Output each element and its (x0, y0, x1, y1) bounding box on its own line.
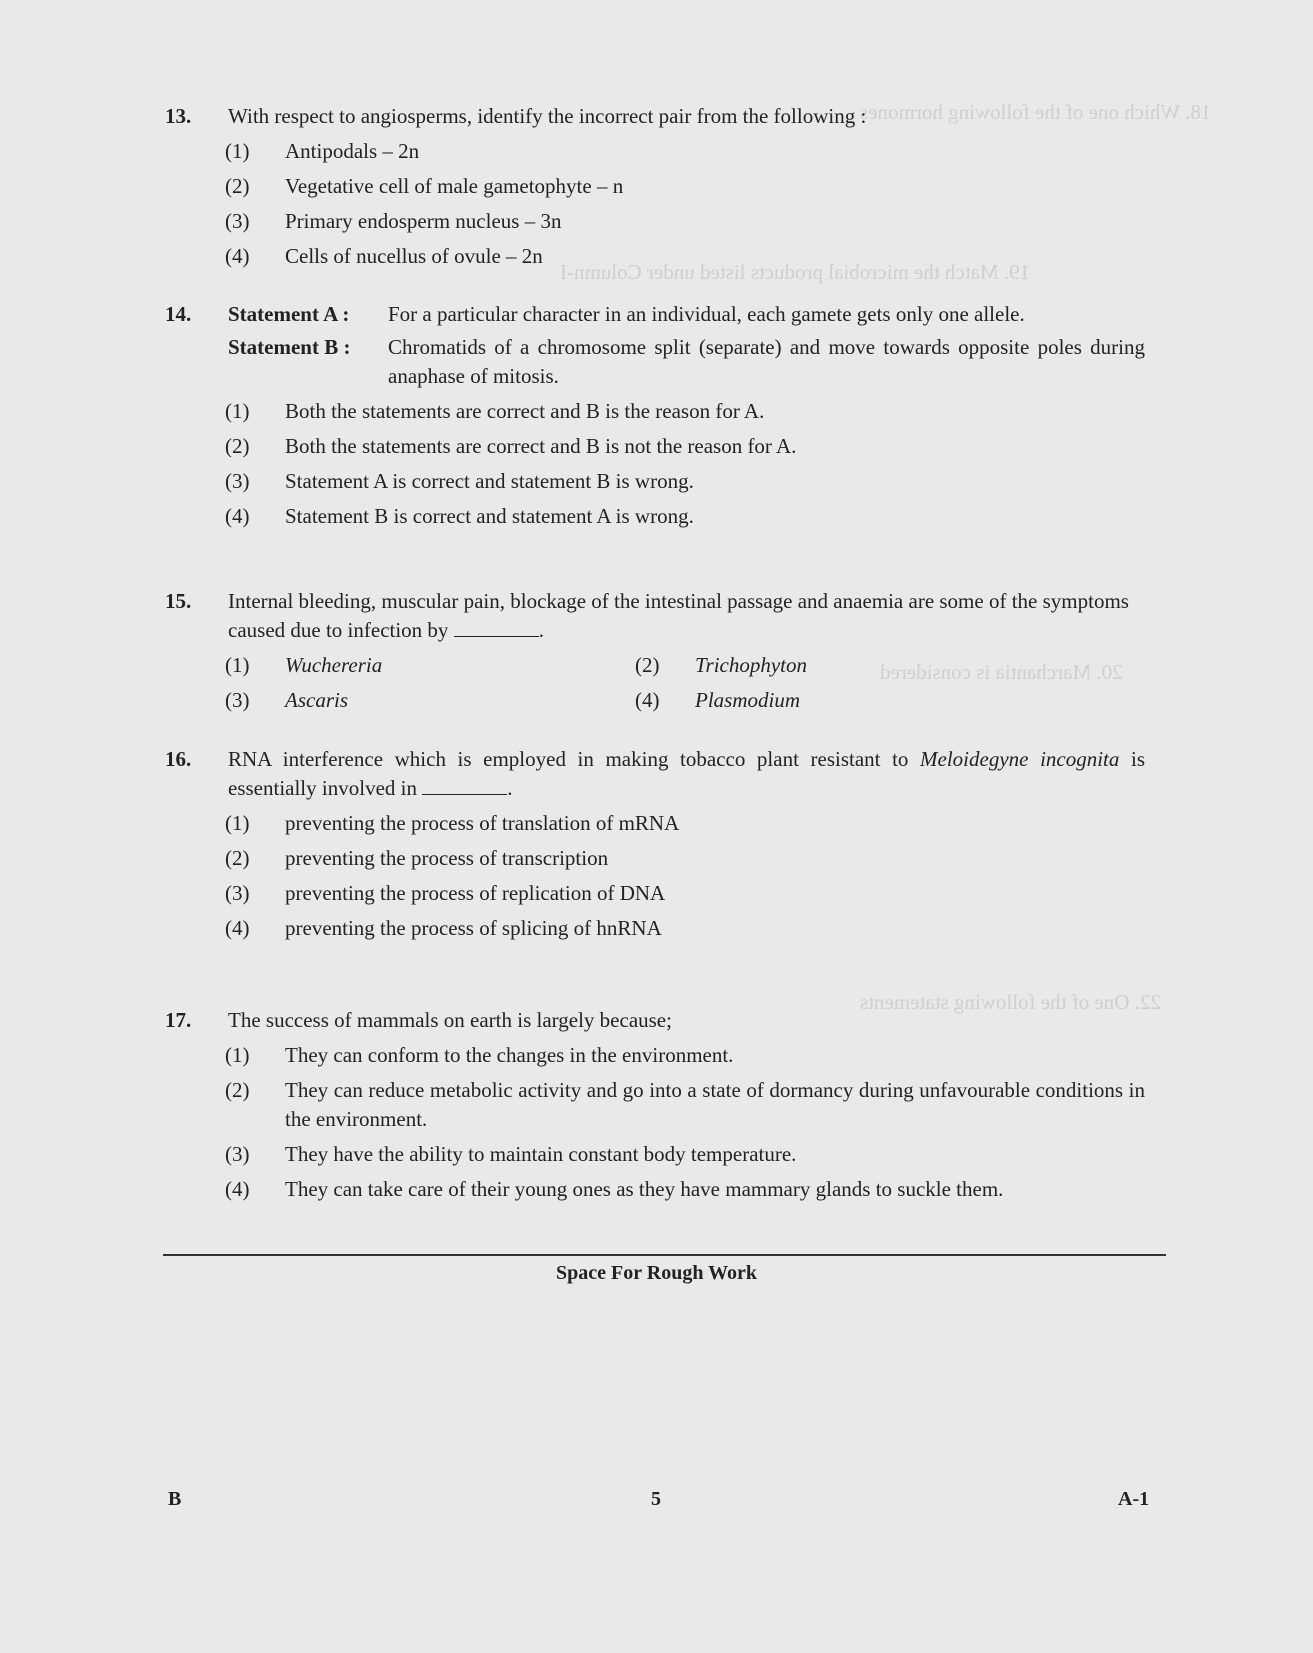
rough-work-label: Space For Rough Work (556, 1262, 757, 1284)
statement-b (228, 333, 1145, 391)
question-number: 15. (165, 589, 192, 613)
option-3: (3) They have the ability to maintain constant body temperature. (225, 1142, 797, 1166)
option-3: (3) Statement A is correct and statement B is wrong. (225, 469, 694, 493)
footer-series-code: A-1 (1118, 1488, 1150, 1510)
question-16 (165, 745, 1145, 943)
option-4: (4) Cells of nucellus of ovule – 2n (225, 244, 543, 268)
question-number: 16. (165, 747, 192, 771)
answer-blank (454, 616, 539, 637)
statement-a-label: Statement A : (228, 302, 350, 326)
answer-blank (422, 774, 507, 795)
question-15 (165, 587, 1145, 715)
option-4: (4) Plasmodium (635, 688, 800, 712)
option-1: (1) They can conform to the changes in the environment. (225, 1043, 734, 1067)
question-number: 13. (165, 104, 192, 128)
bleed-through-text: 22. One of the following statements (860, 990, 1161, 1014)
option-2: (2) Vegetative cell of male gametophyte – n (225, 174, 624, 198)
question-17 (165, 1006, 1145, 1204)
option-4: (4) Statement B is correct and statement A is wrong. (225, 504, 694, 528)
question-text: With respect to angiosperms, identify the incorrect pair from the following : (228, 104, 867, 128)
option-1: (1) Wuchereria (225, 653, 383, 677)
question-number: 14. (165, 302, 192, 326)
options-grid (225, 651, 1145, 715)
statement-a (228, 300, 1145, 329)
option-2: (2) They can reduce metabolic activity and go into a state of dormancy during unfavourable conditions in the environment. (225, 1078, 1145, 1131)
option-1: (1) preventing the process of translation of mRNA (225, 811, 680, 835)
option-1: (1) Both the statements are correct and B is the reason for A. (225, 399, 765, 423)
option-4: (4) They can take care of their young ones as they have mammary glands to suckle them. (225, 1177, 1004, 1201)
question-text: Internal bleeding, muscular pain, blockage of the intestinal passage and anaemia are some of the symptoms caused due to infection by . (228, 589, 1129, 642)
question-14 (165, 300, 1145, 531)
option-4: (4) preventing the process of splicing of hnRNA (225, 916, 662, 940)
question-text: The success of mammals on earth is largely because; (228, 1008, 672, 1032)
option-3: (3) Primary endosperm nucleus – 3n (225, 209, 562, 233)
bleed-through-text: 18. Which one of the following hormones (860, 100, 1212, 124)
bleed-through-text: 19. Match the microbial products listed under Column-I (560, 260, 1031, 284)
statement-b-label: Statement B : (228, 335, 351, 359)
statement-a-text: For a particular character in an individual, each gamete gets only one allele. (388, 302, 1025, 326)
question-text: RNA interference which is employed in making tobacco plant resistant to Meloidegyne incognita is essentially involved in . (228, 747, 1146, 800)
option-2: (2) Both the statements are correct and B is not the reason for A. (225, 434, 797, 458)
footer-page-number: 5 (651, 1488, 661, 1510)
footer-booklet-code: B (168, 1488, 182, 1510)
statement-b-text: Chromatids of a chromosome split (separate) and move towards opposite poles during anaphase of mitosis. (388, 335, 1145, 388)
question-number: 17. (165, 1008, 192, 1032)
option-3: (3) preventing the process of replication of DNA (225, 881, 666, 905)
question-13 (165, 102, 1145, 271)
option-2: (2) preventing the process of transcription (225, 846, 609, 870)
option-2: (2) Trichophyton (635, 653, 808, 677)
option-1: (1) Antipodals – 2n (225, 139, 420, 163)
divider (163, 1254, 1166, 1256)
option-3: (3) Ascaris (225, 688, 348, 712)
bleed-through-text: 20. Marchantia is considered (880, 660, 1123, 684)
